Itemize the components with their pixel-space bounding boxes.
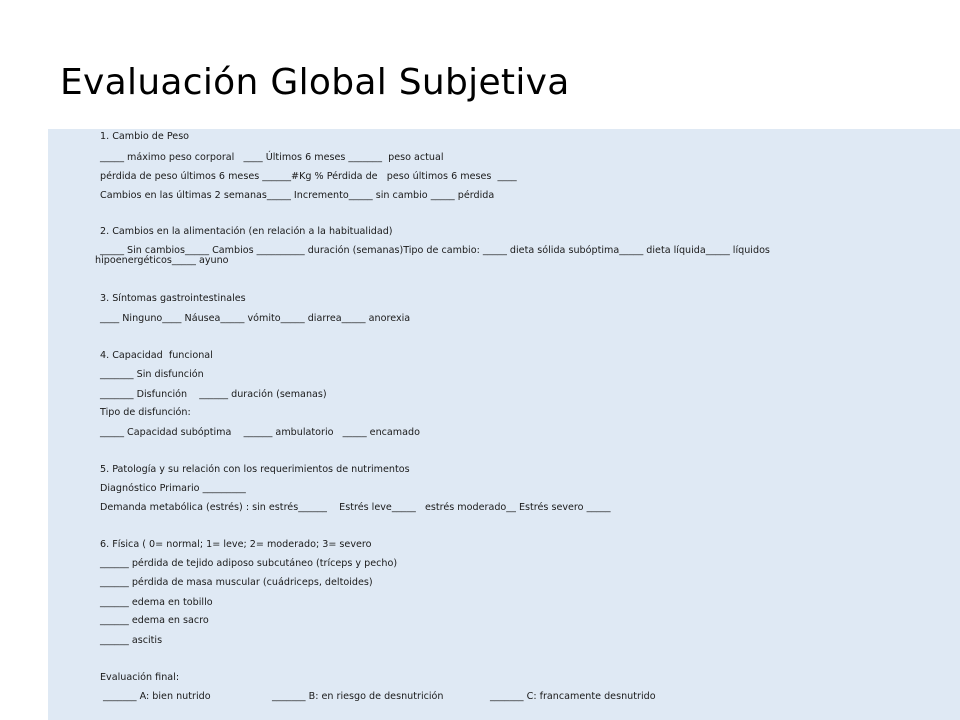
section-3-heading: 3. Síntomas gastrointestinales: [100, 293, 246, 304]
section-1-line-1: _____ máximo peso corporal ____ Últimos 6 meses _______ peso actual: [100, 152, 444, 163]
section-4-line-4: _____ Capacidad subóptima ______ ambulatorio _____ encamado: [100, 427, 420, 438]
section-6-line-3: ______ edema en tobillo: [100, 597, 213, 608]
final-heading: Evaluación final:: [100, 672, 180, 683]
section-4-line-2: _______ Disfunción ______ duración (semanas): [100, 389, 327, 400]
section-6-line-4: ______ edema en sacro: [100, 615, 209, 626]
final-option-a: _______ A: bien nutrido: [103, 691, 211, 702]
final-option-b: _______ B: en riesgo de desnutrición: [272, 691, 444, 702]
section-1-line-2: pérdida de peso últimos 6 meses ______#Kg % Pérdida de peso últimos 6 meses ____: [100, 171, 517, 182]
section-4-line-3: Tipo de disfunción:: [100, 407, 191, 418]
section-6-line-2: ______ pérdida de masa muscular (cuádriceps, deltoides): [100, 577, 373, 588]
section-5-heading: 5. Patología y su relación con los requerimientos de nutrimentos: [100, 464, 410, 475]
section-1-heading: 1. Cambio de Peso: [100, 131, 190, 142]
section-4-heading: 4. Capacidad funcional: [100, 350, 213, 361]
content-panel: [48, 129, 960, 720]
section-6-heading: 6. Física ( 0= normal; 1= leve; 2= moderado; 3= severo: [100, 539, 372, 550]
section-3-line-1: ____ Ninguno____ Náusea_____ vómito_____ diarrea_____ anorexia: [100, 313, 411, 324]
section-6-line-1: ______ pérdida de tejido adiposo subcutáneo (tríceps y pecho): [100, 558, 398, 569]
section-4-line-1: _______ Sin disfunción: [100, 369, 204, 380]
section-1-line-3: Cambios en las últimas 2 semanas_____ Incremento_____ sin cambio _____ pérdida: [100, 190, 495, 201]
section-5-line-1: Diagnóstico Primario _________: [100, 483, 246, 494]
section-5-line-2: Demanda metabólica (estrés) : sin estrés______ Estrés leve_____ estrés moderado__ Estrés severo _____: [100, 502, 611, 513]
final-option-c: _______ C: francamente desnutrido: [490, 691, 656, 702]
slide-title: Evaluación Global Subjetiva: [60, 62, 570, 103]
section-6-line-5: ______ ascitis: [100, 635, 163, 646]
section-2-heading: 2. Cambios en la alimentación (en relación a la habitualidad): [100, 226, 393, 237]
section-2-line-1: _____ Sin cambios_____ Cambios __________ duración (semanas)Tipo de cambio: _____ dieta sólida subóptima_____ dieta líquida_____ líquidos hipoenergéticos_____ ayuno: [95, 245, 770, 266]
